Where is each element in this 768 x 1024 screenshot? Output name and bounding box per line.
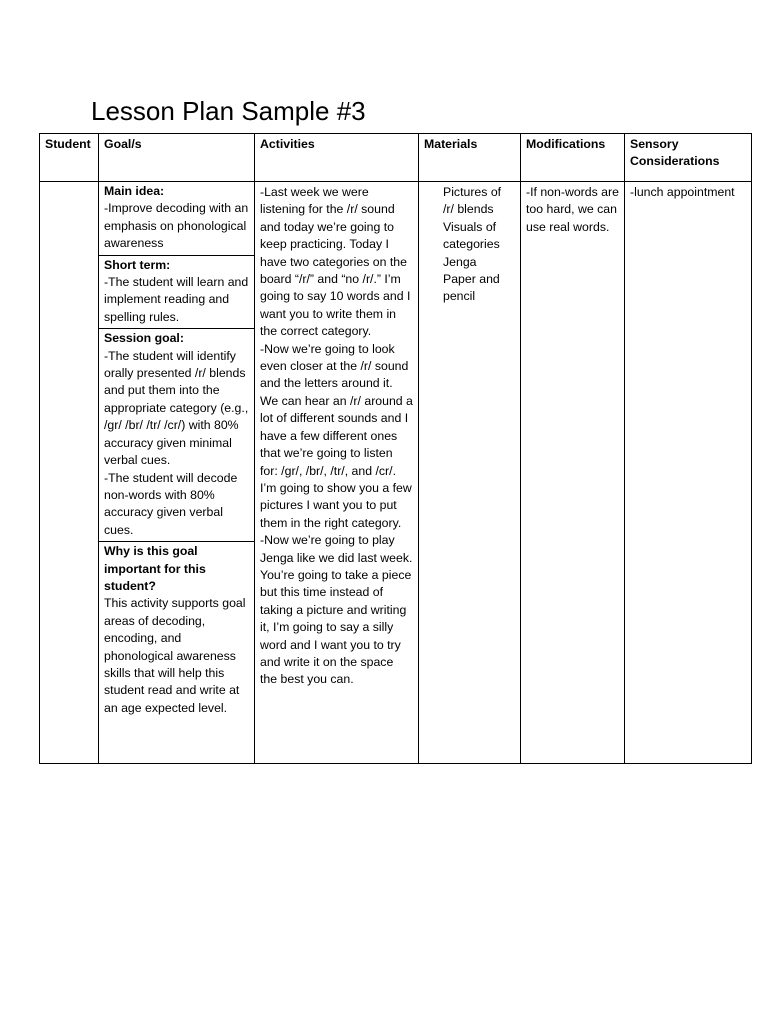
goal-main-idea-heading: Main idea: [104, 184, 165, 198]
materials-cell [419, 182, 521, 764]
goal-why-text: This activity supports goal areas of decoding, encoding, and phonological awareness skills that will help this student read and write at an age expected level. [104, 596, 246, 715]
table-row [40, 182, 752, 764]
goal-session-heading: Session goal: [104, 331, 184, 346]
modifications-cell: -If non-words are too hard, we can use real words. [521, 182, 625, 764]
activity-paragraph: -Now we’re going to look even closer at the /r/ sound and the letters around it. We can hear an /r/ around a lot of different sounds and I have a few different ones that we’re going to listen for: /gr/, /br/, /tr/, and /cr/. I’m going to show you a few pictures I want you to put them in the right category. [260, 341, 413, 530]
missing-glyph-bullet-icon [421, 254, 443, 271]
goals-cell [99, 182, 255, 764]
material-label: Pictures of /r/ blends [443, 185, 502, 217]
list-item [421, 184, 515, 219]
activity-paragraph: -Last week we were listening for the /r/ sound and today we’re going to keep practicing. Today I have two categories on the board “/r/” and “no /r/.” I’m going to say 10 words and I want you to write them in the correct category. [260, 185, 411, 339]
header-sensory: Sensory Considerations [625, 134, 752, 182]
lesson-plan-table [39, 133, 752, 764]
missing-glyph-bullet-icon [421, 184, 443, 219]
header-modifications: Modifications [521, 134, 625, 182]
missing-glyph-bullet-icon [421, 271, 443, 306]
goal-main-idea [99, 182, 254, 256]
goal-why [99, 542, 254, 763]
missing-glyph-bullet-icon [421, 219, 443, 254]
goal-session-text-1: -The student will identify orally presented /r/ blends and put them into the appropriate category (e.g., /gr/ /br/ /tr/ /cr/) with 80% accuracy given minimal verbal cues. [104, 348, 249, 468]
goal-short-term-heading: Short term: [104, 257, 171, 272]
page-title: Lesson Plan Sample #3 [91, 96, 366, 126]
list-item [421, 219, 515, 254]
material-label: Visuals of categories [443, 219, 500, 252]
student-cell [40, 182, 99, 764]
list-item [421, 254, 515, 271]
goal-short-term [99, 256, 254, 330]
header-activities: Activities [255, 134, 419, 182]
sensory-cell: -lunch appointment [625, 182, 752, 764]
header-row [40, 134, 752, 182]
activities-cell [255, 182, 419, 764]
materials-list [421, 184, 515, 306]
goal-session-text-2: -The student will decode non-words with 80% accuracy given verbal cues. [104, 470, 238, 537]
material-label: Paper and pencil [443, 272, 500, 304]
header-materials: Materials [419, 134, 521, 182]
goal-why-heading: Why is this goal important for this student? [104, 544, 206, 593]
material-label: Jenga [443, 254, 477, 269]
goal-main-idea-text: -Improve decoding with an emphasis on phonological awareness [104, 201, 249, 251]
header-goals: Goal/s [99, 134, 255, 182]
goal-session [99, 329, 254, 542]
header-student: Student [40, 134, 99, 182]
goal-short-term-text: -The student will learn and implement reading and spelling rules. [104, 275, 249, 324]
activity-paragraph: -Now we’re going to play Jenga like we did last week. You’re going to take a piece but this time instead of taking a picture and writing it, I’m going to say a silly word and I want you to try and write it on the space the best you can. [260, 533, 413, 687]
list-item [421, 271, 515, 306]
